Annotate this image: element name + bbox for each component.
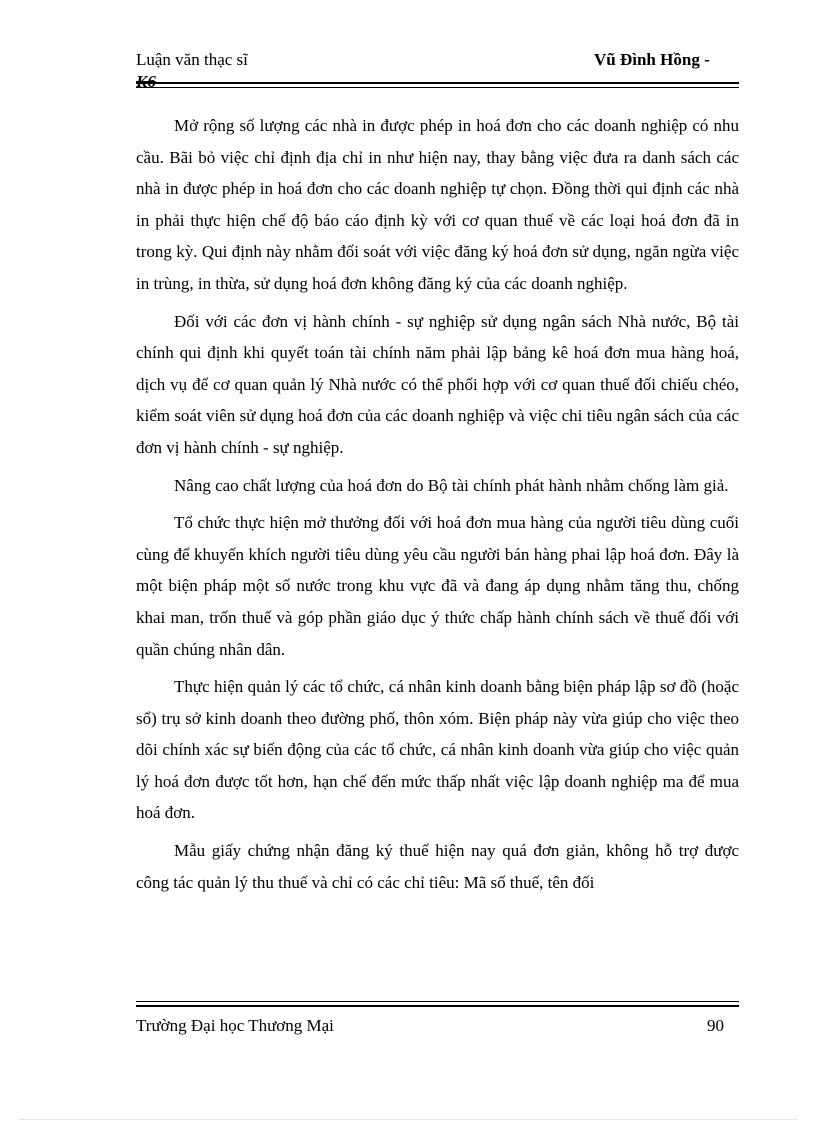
header-left-title: Luận văn thạc sĩ	[136, 50, 248, 69]
body-text	[136, 110, 739, 904]
header-rule-thin	[136, 87, 739, 88]
footer-institution: Trường Đại học Thương Mại	[136, 1016, 334, 1035]
header-author: Vũ Đình Hồng -	[594, 50, 710, 69]
paragraph: Nâng cao chất lượng của hoá đơn do Bộ tài chính phát hành nhằm chống làm giả.	[174, 475, 729, 495]
paragraph: Đối với các đơn vị hành chính - sự nghiệp sử dụng ngân sách Nhà nước, Bộ tài chính qui định khi quyết toán tài chính năm phải lập bảng kê hoá đơn mua hàng hoá, dịch vụ để cơ quan quản lý Nhà nước có thể phối hợp với cơ quan thuế đối chiếu chéo, kiểm soát viên sử dụng hoá đơn của các doanh nghiệp và việc chi tiêu ngân sách của các đơn vị hành chính - sự nghiệp.	[136, 311, 739, 457]
paragraph: Mở rộng số lượng các nhà in được phép in hoá đơn cho các doanh nghiệp có nhu cầu. Bãi bỏ việc chỉ định địa chỉ in như hiện nay, thay bằng việc đưa ra danh sách các nhà in được phép in hoá đơn cho các doanh nghiệp tự chọn. Đồng thời qui định các nhà in phải thực hiện chế độ báo cáo định kỳ với cơ quan thuế về các loại hoá đơn đã in trong kỳ. Qui định này nhằm đối soát với việc đăng ký hoá đơn sử dụng, ngăn ngừa việc in trùng, in thừa, sử dụng hoá đơn không đăng ký của các doanh nghiệp.	[136, 116, 739, 293]
paragraph: Tổ chức thực hiện mở thưởng đối với hoá đơn mua hàng của người tiêu dùng cuối cùng để khuyến khích người tiêu dùng yêu cầu người bán hàng phai lập hoá đơn. Đây là một biện pháp một số nước trong khu vực đã và đang áp dụng nhằm tăng thu, chống khai man, trốn thuế và góp phần giáo dục ý thức chấp hành chính sách về thuế đối với quần chúng nhân dân.	[136, 513, 739, 659]
paragraph: Mẫu giấy chứng nhận đăng ký thuế hiện nay quá đơn giản, không hỗ trợ được công tác quản lý thu thuế và chỉ có các chỉ tiêu: Mã số thuế, tên đối	[136, 841, 739, 892]
page-number: 90	[707, 1016, 724, 1035]
header-rule-thick	[136, 82, 739, 84]
footer-rule-thin	[136, 1001, 739, 1002]
page-edge-dots	[20, 1119, 796, 1120]
header-author-continuation: K6	[136, 72, 156, 91]
footer-rule-thick	[136, 1005, 739, 1007]
paragraph: Thực hiện quản lý các tổ chức, cá nhân kinh doanh bằng biện pháp lập sơ đồ (hoặc sổ) trụ sở kinh doanh theo đường phố, thôn xóm. Biện pháp này vừa giúp cho việc theo dõi chính xác sự biến động của các tổ chức, cá nhân kinh doanh vừa giúp cho việc quản lý hoá đơn được tốt hơn, hạn chế đến mức thấp nhất việc lập doanh nghiệp ma để mua hoá đơn.	[136, 677, 739, 823]
